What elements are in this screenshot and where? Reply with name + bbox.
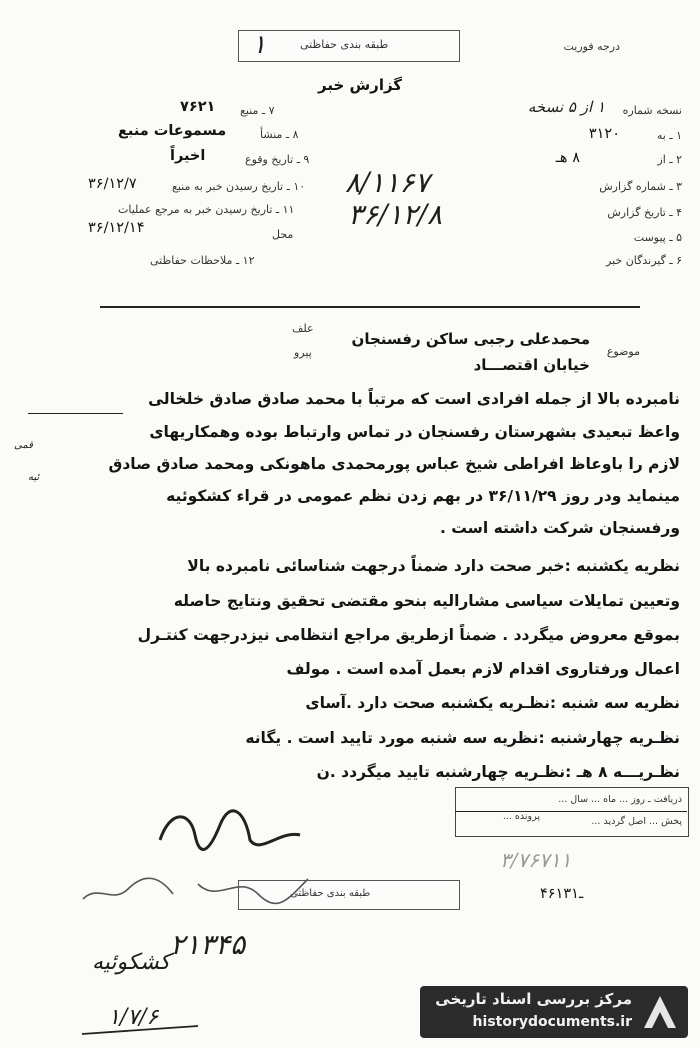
priority-label: درجه فوریت	[563, 40, 620, 53]
origin-value: مسموعات منبع	[118, 123, 227, 139]
archive-emblem-icon	[638, 990, 682, 1034]
report-number-value: ۸/۱۱۶۷	[345, 166, 430, 199]
copy-number-label: نسخه شماره	[622, 104, 682, 117]
copy-number-value: ۱ از ۵ نسخه	[527, 98, 605, 116]
source-label: ۷ ـ منبع	[240, 104, 275, 117]
opinion-tuesday: نظریه سه شنبه :نظـریه یکشنبه صحت دارد .آسای	[305, 694, 680, 712]
classification-label-top: طبقه بندی حفاظتی	[300, 38, 389, 51]
handwritten-number: ۲۱۳۴۵	[170, 928, 246, 961]
distribution-row-2: پرونده ...	[502, 811, 540, 822]
place-label: محل	[272, 228, 294, 241]
opinion-wednesday: نظـریه چهارشنبه :نظریه سه شنبه مورد تایید است . یگانه	[245, 729, 680, 747]
stamp-digit: ۱	[252, 30, 266, 60]
body-line-2: واعظ تبعیدی بشهرستان رفسنجان در تماس وارتباط بوده وهمکاریهای	[149, 423, 680, 441]
body-line-1: نامبرده بالا از جمله افرادی است که مرتباً با محمد صادق صادق خلخالی	[148, 390, 680, 408]
occurrence-date-label: ۹ ـ تاریخ وقوع	[245, 153, 310, 166]
subject-line-2: خیابان اقتصـــاد	[473, 356, 590, 374]
source-value: ۷۶۲۱	[180, 99, 216, 115]
opinion-sunday-3: بموقع معروض میگردد . ضمناً ازطریق مراجع انتظامی نیزدرجهت کنتـرل	[137, 626, 680, 644]
to-value: ۳۱۲۰	[588, 126, 620, 142]
distribution-row-3: پخش ... اصل گردید ...	[591, 816, 682, 827]
security-notes-label: ۱۲ ـ ملاحظات حفاظتی	[150, 254, 255, 267]
recipients-label: ۶ ـ گیرندگان خبر	[606, 254, 682, 267]
handwritten-note-scribble	[78, 864, 318, 914]
header-separator	[100, 306, 640, 308]
watermark-title: مرکز بررسی اسناد تاریخی	[435, 990, 632, 1008]
distribution-row-1: دریافت ـ روز ... ماه ... سال ...	[558, 794, 682, 805]
report-date-label: ۴ ـ تاریخ گزارش	[607, 206, 682, 219]
document-title: گزارش خبر	[318, 76, 403, 94]
subject-line-1: محمدعلی رجبی ساکن رفسنجان	[351, 330, 590, 348]
watermark-url: historydocuments.ir	[472, 1014, 632, 1030]
handwritten-date: ۱/۷/۶	[108, 1005, 159, 1030]
received-by-ops-label: ۱۱ ـ تاریخ رسیدن خبر به مرجع عملیات	[118, 203, 295, 216]
body-line-4: مینماید ودر روز ۳۶/۱۱/۲۹ در بهم زدن نظم عمومی در قراء کشکوئیه	[166, 487, 680, 505]
handwritten-word: کشکوئیه	[92, 950, 171, 975]
signature-scribble	[150, 800, 310, 860]
opinion-sunday-2: وتعیین تمایلات سیاسی مشارالیه بنحو مقتضی تحقیق ونتایج حاصله	[173, 592, 680, 610]
from-value: ۸ هـ	[555, 150, 580, 166]
from-label: ۲ ـ از	[657, 153, 682, 166]
classification-label-bottom: طبقه بندی حفاظتی	[290, 888, 371, 899]
interline-note-1: قمی	[14, 440, 33, 451]
report-date-value: ۳۶/۱۲/۸	[348, 198, 443, 231]
subject-note-2: پیرو	[294, 346, 312, 359]
to-label: ۱ ـ به	[656, 129, 682, 142]
footer-code: ۴۶ـ۱۳۱	[540, 886, 584, 902]
subject-label: موضوع	[606, 345, 640, 358]
received-by-source-label: ۱۰ ـ تاریخ رسیدن خبر به منبع	[172, 180, 306, 193]
occurrence-date-value: اخیراً	[170, 148, 206, 164]
distribution-box-divider	[455, 811, 687, 812]
opinion-8h: نظـریـــه ۸ هـ :نظـریه چهارشنبه تایید میگردد .ن	[316, 763, 680, 781]
origin-label: ۸ ـ منشأ	[260, 128, 299, 141]
subject-note-1: علف	[292, 322, 314, 335]
received-by-source-value: ۳۶/۱۲/۷	[88, 176, 137, 192]
date-underline	[80, 1020, 200, 1040]
underline-name	[28, 413, 123, 414]
interline-note-2: ئیه	[28, 472, 40, 483]
received-by-ops-value: ۳۶/۱۲/۱۴	[88, 220, 145, 236]
watermark-logo	[420, 986, 688, 1038]
opinion-sunday-4: اعمال ورفتاروی اقدام لازم بعمل آمده است . مولف	[286, 660, 680, 678]
body-line-5: ورفسنجان شرکت داشته است .	[439, 519, 680, 537]
report-number-label: ۳ ـ شماره گزارش	[599, 180, 682, 193]
body-line-3: لازم را باوعاظ افراطی شیخ عباس پورمحمدی ماهونکی ومحمد صادق صادق	[108, 455, 680, 473]
opinion-sunday-1: نظریه یکشنبه :خبر صحت دارد ضمناً درجهت شناسائی نامبرده بالا	[187, 557, 680, 575]
faded-stamp-number: ۳/۷۶۷۱۱	[500, 848, 572, 872]
attachment-label: ۵ ـ پیوست	[633, 231, 682, 244]
